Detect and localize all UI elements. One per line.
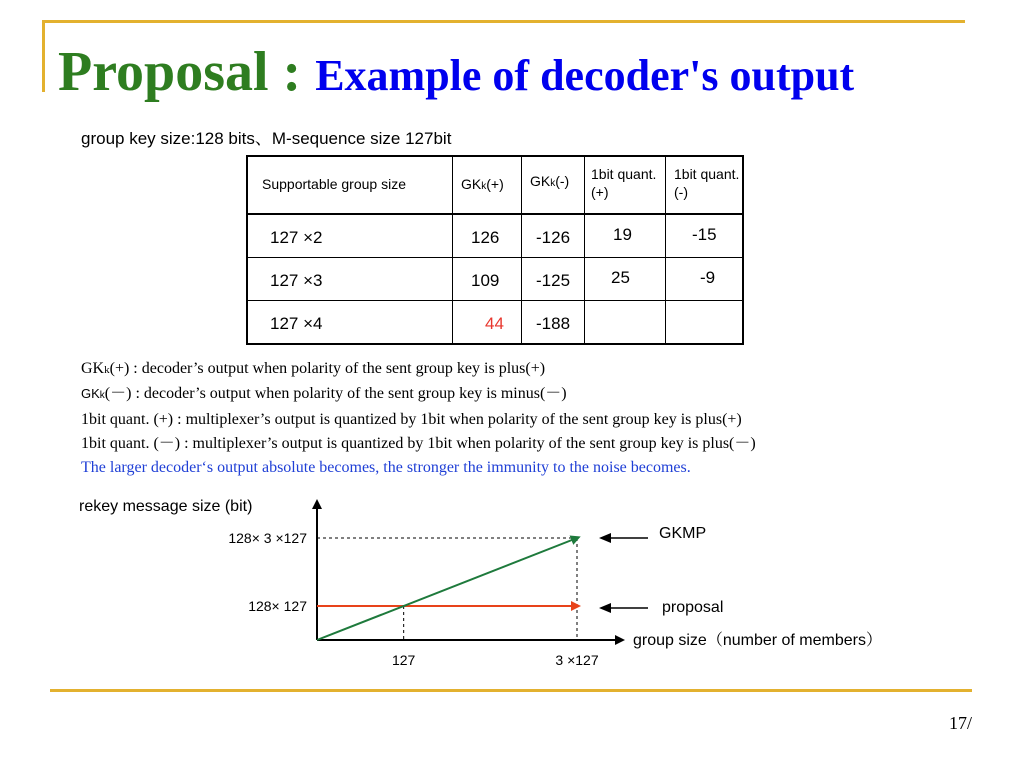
note-prefix: GK — [81, 386, 100, 401]
title-main: Proposal : — [58, 41, 316, 103]
header-gk-suffix: (-) — [555, 173, 570, 189]
y-axis-label: rekey message size (bit) — [79, 498, 253, 515]
header-gk-sub: k — [550, 178, 556, 189]
header-quant-minus: 1bit quant.(-) — [674, 166, 740, 200]
header-gk-text: GK — [530, 173, 551, 189]
header-quant-plus: 1bit quant. (+) — [591, 166, 657, 200]
cell-group-size: 127 ×2 — [270, 228, 323, 247]
header-gk-sub: k — [481, 181, 487, 192]
note-sub: k — [99, 390, 105, 401]
cell-gk-plus: 126 — [471, 228, 500, 247]
y-tick-label: 128× 127 — [248, 598, 307, 614]
note-line: 1bit quant. (－) : multiplexer’s output is quantized by 1bit when polarity of the sent group key is plus(－) — [81, 435, 756, 452]
header-gk-text: GK — [461, 176, 482, 192]
cell-gk-plus: 109 — [471, 271, 500, 290]
cell-gk-plus-highlight: 44 — [485, 314, 504, 333]
subtitle: group key size:128 bits、M-sequence size 127bit — [81, 129, 452, 148]
note-line: 1bit quant. (+) : multiplexer’s output is quantized by 1bit when polarity of the sent group key is plus(+) — [81, 411, 742, 428]
cell-gk-minus: -188 — [536, 314, 571, 333]
cell-quant-plus: 25 — [611, 268, 630, 287]
note-conclusion: The larger decoder‘s output absolute becomes, the stronger the immunity to the noise becomes. — [81, 459, 691, 476]
note-text: (+) : decoder’s output when polarity of the sent group key is plus(+) — [109, 360, 546, 377]
x-tick-label: 127 — [391, 652, 416, 668]
cell-quant-minus: -9 — [700, 268, 716, 287]
legend-label-gkmp: GKMP — [659, 525, 707, 542]
cell-quant-plus: 19 — [613, 225, 632, 244]
x-axis-label: group size（number of members） — [633, 632, 882, 649]
series-line-gkmp — [317, 538, 577, 640]
note-sub: k — [104, 364, 110, 376]
page-number: 17/ — [948, 713, 972, 733]
cell-quant-minus: -15 — [692, 225, 717, 244]
cell-group-size: 127 ×4 — [270, 314, 323, 333]
header-gk-suffix: (+) — [486, 176, 504, 192]
note-prefix: GK — [81, 360, 105, 377]
header-group-size: Supportable group size — [262, 176, 406, 192]
x-tick-label: 3 ×127 — [555, 652, 599, 668]
cell-gk-minus: -125 — [536, 271, 571, 290]
title-sub: Example of decoder's output — [315, 51, 855, 100]
y-tick-label: 128× 3 ×127 — [228, 530, 307, 546]
cell-group-size: 127 ×3 — [270, 271, 323, 290]
legend-label-proposal: proposal — [662, 599, 724, 616]
cell-gk-minus: -126 — [536, 228, 571, 247]
note-text: (－) : decoder’s output when polarity of the sent group key is minus(－) — [104, 385, 567, 402]
